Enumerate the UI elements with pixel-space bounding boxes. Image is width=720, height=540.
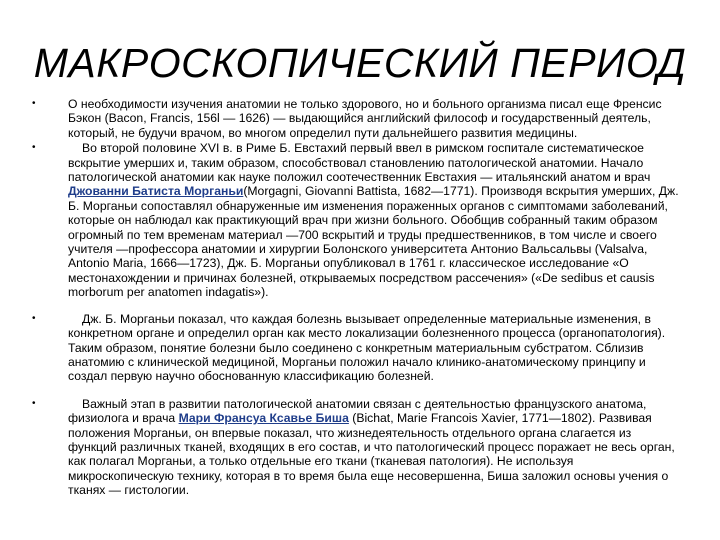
slide-title: МАКРОСКОПИЧЕСКИЙ ПЕРИОД xyxy=(33,40,687,86)
list-item xyxy=(30,312,680,384)
bullet-icon: • xyxy=(32,98,36,109)
list-item xyxy=(30,141,680,299)
bichat-link[interactable]: Мари Франсуа Ксавье Биша xyxy=(178,411,349,426)
bullet-icon: • xyxy=(32,397,36,409)
bullet-icon: • xyxy=(32,312,36,324)
paragraph-bichat-end: (Bichat, Marie Francois Xavier, 1771—1802). Развивая положения Морганьи, он впервые показал, что жизнедеятельность отдельного органа слагается из функций различных тканей, входящих в его состав, и что патологический процесс поражает не весь орган, как полагал Морганьи, а только отдельные его ткани (тканевая патология). Не используя микроскопическую технику, которая в то время была еще несовершенна, Биша заложил основы учения о тканях — гистологии. xyxy=(68,411,675,498)
bullet-icon: • xyxy=(32,142,36,154)
paragraph-eustachius-end: (Morgagni, Giovanni Battista, 1682—1771). Производя вскрытия умерших, Дж. Б. Морганьи сопоставлял обнаруженные им изменения пораженных органов с симптомами заболеваний, которые он наблюдал как практикующий врач при жизни больного. Обобщив собранный таким образом огромный по тем временам материал —700 вскрытий и труды предшественников, в том числе и своего учителя —профессора анатомии и хирургии Болонского университета Антонио Вальсальвы (Valsalva, Antonio Maria, 1666—1723), Дж. Б. Морганьи опубликовал в 1761 г. классическое исследование «О местонахождении и причинах болезней, открываемых посредством рассечения» («De sedibus et causis morborum per anatomen indagatis»). xyxy=(68,184,679,300)
list-item xyxy=(30,97,680,140)
list-item xyxy=(30,397,680,498)
paragraph-eustachius-start: Во второй половине XVI в. в Риме Б. Евстахий первый ввел в римском госпитале систематическое вскрытие умерших и, таким образом, способствовал становлению патологической анатомии. Начало патологической анатомии как науке положил соотечественник Евстахия — итальянский анатом и врач xyxy=(68,141,651,185)
paragraph-bacon: О необходимости изучения анатомии не только здорового, но и больного организма писал еще Френсис Бэкон (Bacon, Francis, 156l — 1626) — выдающийся английский философ и государственный деятель, который, не будучи врачом, во многом определил пути дальнейшего развития медицины. xyxy=(68,97,662,140)
morgagni-link[interactable]: Джованни Батиста Морганьи xyxy=(68,184,244,199)
bullet-list xyxy=(30,97,680,498)
paragraph-bichat-start: Важный этап в развитии патологической анатомии связан с деятельностью французского анатома, физиолога и врача xyxy=(68,396,647,426)
paragraph-organopathology: Дж. Б. Морганьи показал, что каждая болезнь вызывает определенные материальные изменения, в конкретном органе и определил орган как место локализации болезненного процесса (органопатология). Таким образом, понятие болезни было соединено с конкретным материальным субстратом. Сблизив анатомию с клинической медициной, Морганьи положил начало клинико-анатомическому принципу и создал первую научно обоснованную классификацию болезней. xyxy=(68,311,666,384)
